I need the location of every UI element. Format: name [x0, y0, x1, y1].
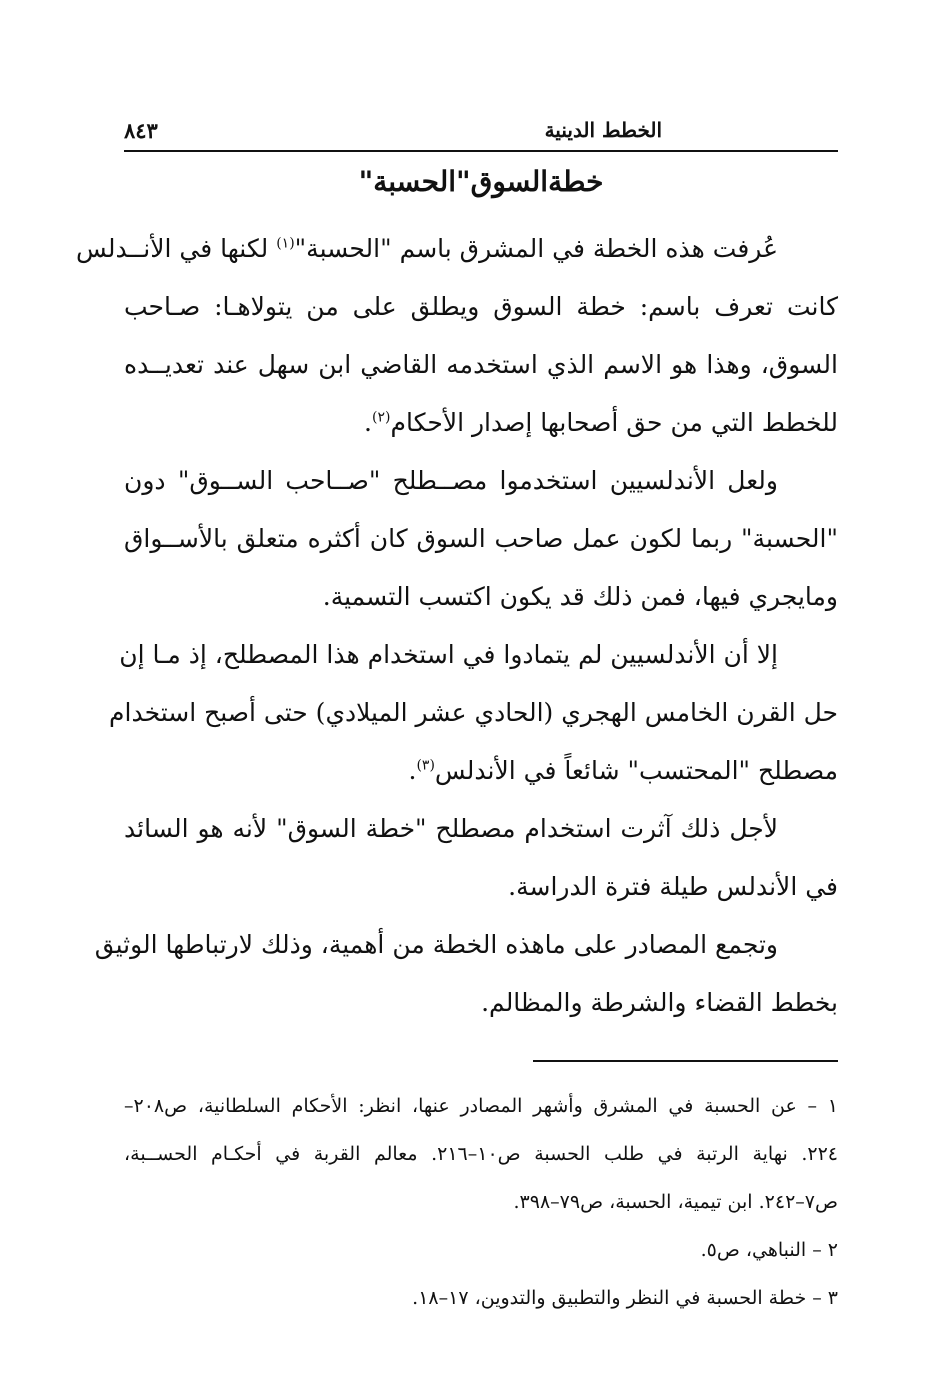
footnote-line: ٢ – النباهي، ص٥.: [700, 1239, 838, 1261]
text-line: ومايجري فيها، فمن ذلك قد يكون اكتسب التسمية.: [322, 582, 838, 611]
footnote-ref: (٣): [416, 757, 435, 774]
text-line: إلا أن الأندلسيين لم يتمادوا في استخدام هذا المصطلح، إذ مـا إن: [119, 640, 778, 669]
text-line: وتجمع المصادر على ماهذه الخطة من أهمية، وذلك لارتباطها الوثيق: [94, 930, 778, 959]
footnote-ref: (٢): [372, 409, 391, 426]
text-line: في الأندلس طيلة فترة الدراسة.: [508, 872, 838, 901]
footnote-line: ٣ – خطة الحسبة في النظر والتطبيق والتدوين، ١٧–١٨.: [412, 1287, 838, 1309]
footnote-line: ٢٢٤. نهاية الرتبة في طلب الحسبة ص١٠–٢١٦. معالم القربة في أحكـام الحســبة،: [124, 1143, 838, 1165]
text-line: كانت تعرف باسم: خطة السوق ويطلق على من يتولاهـا: صـاحب: [124, 292, 838, 321]
text-line: بخطط القضاء والشرطة والمظالم.: [481, 988, 838, 1017]
text-line: للخطط التي من حق أصحابها إصدار الأحكام$^{(٢)}$.: [364, 408, 838, 437]
text-line: حل القرن الخامس الهجري (الحادي عشر الميلادي) حتى أصبح استخدام: [109, 698, 838, 727]
text-line: "الحسبة" ربما لكون عمل صاحب السوق كان أكثره متعلق بالأســواق: [124, 524, 838, 553]
text-line: مصطلح "المحتسب" شائعاً في الأندلس$^{(٣)}$.: [408, 756, 838, 785]
footnote-line: ١ – عن الحسبة في المشرق وأشهر المصادر عنها، انظر: الأحكام السلطانية، ص٢٠٨–: [124, 1095, 838, 1117]
text-line: لأجل ذلك آثرت استخدام مصطلح "خطة السوق" لأنه هو السائد: [124, 814, 778, 843]
footnotes: [124, 1082, 838, 1322]
text-line: السوق، وهذا هو الاسم الذي استخدمه القاضي ابن سهل عند تعديــده: [124, 350, 838, 379]
footnote-rule: [533, 1060, 838, 1062]
page-header: [124, 112, 838, 152]
footnote-ref: (١): [276, 235, 295, 252]
body-text: [76, 220, 838, 1032]
page-number: ٨٤٣: [124, 118, 158, 143]
header-rule: [124, 150, 838, 152]
footnote-line: ص٧–٢٤٢. ابن تيمية، الحسبة، ص٧٩–٣٩٨.: [513, 1191, 838, 1213]
section-title: خطةالسوق"الحسبة": [358, 165, 604, 198]
text-line: ولعل الأندلسيين استخدموا مصــطلح "صــاحب الســوق" دون: [124, 466, 778, 495]
text-line: عُرفت هذه الخطة في المشرق باسم "الحسبة"$^{(١)}$ لكنها في الأنــدلس: [76, 234, 778, 263]
running-title: الخطط الدينية: [544, 118, 662, 142]
